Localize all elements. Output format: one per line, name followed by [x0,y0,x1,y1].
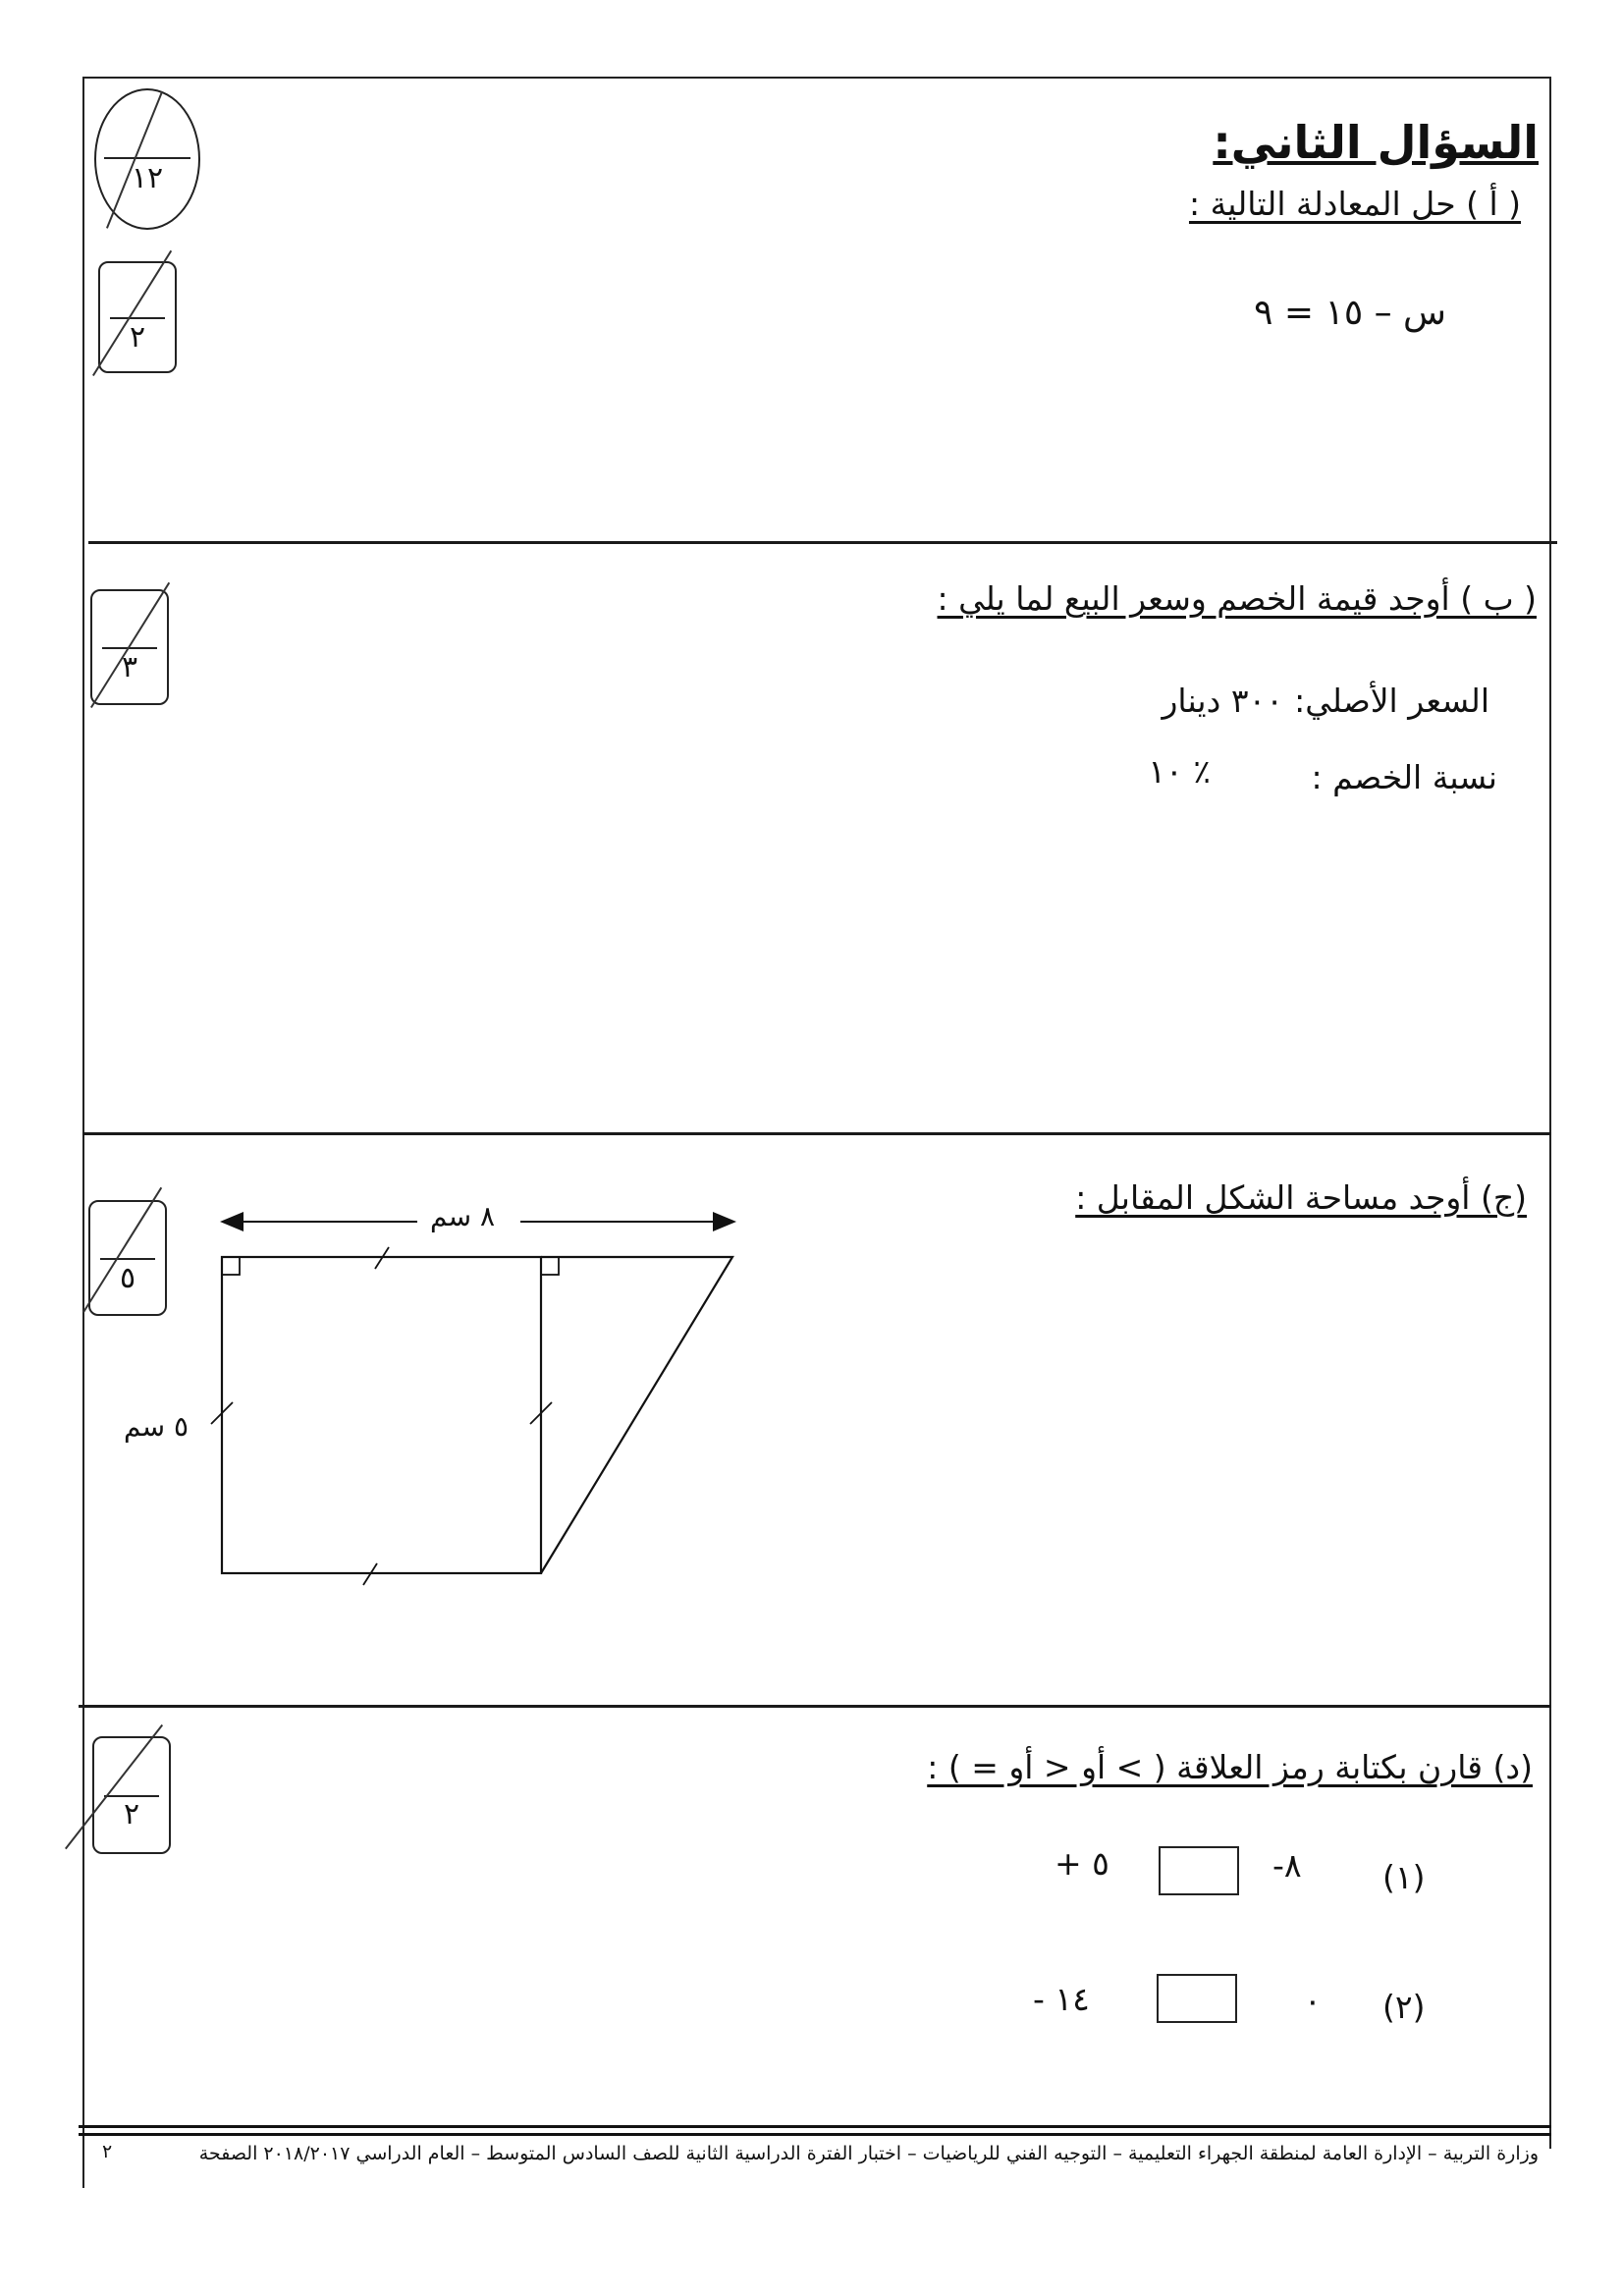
part-d-score: ٢ [123,1797,140,1831]
top-length-label: ٨ سم [430,1200,496,1232]
compare-item-1-number: (١) [1382,1858,1426,1896]
square-shape [222,1257,541,1573]
part-a-score: ٢ [129,320,146,355]
compare-item-2-number: (٢) [1382,1988,1426,2026]
right-angle-mark-right [541,1257,559,1275]
section-divider-1 [88,541,1557,544]
part-b-score: ٣ [121,650,138,684]
total-score-value: ١٢ [131,161,164,195]
price-label: السعر الأصلي: [1294,682,1489,720]
footer-text: وزارة التربية – الإدارة العامة لمنطقة الجهراء التعليمية – التوجيه الفني للرياضيات – اختبار الفترة الدراسية الثانية للصف السادس المتوسط – العام الدراسي ٢٠١٨/٢٠١٧ الصفحة [198,2143,1539,2164]
part-a-equation: س – ١٥ = ٩ [1254,293,1446,333]
price-value: ٣٠٠ دينار [1162,682,1283,720]
discount-value: ١٠ ٪ [1148,752,1211,791]
page-frame-top [82,77,1551,79]
compare-item-1-answer-box[interactable] [1159,1846,1239,1895]
part-d-heading: (د) قارن بكتابة رمز العلاقة ( > أو < أو = ) : [927,1748,1533,1786]
compare-item-2-answer-box[interactable] [1157,1974,1237,2023]
footer-rule-1 [79,2125,1551,2128]
compare-item-2-right: - ١٤ [1033,1980,1090,2018]
question-title: السؤال الثاني: [1213,116,1539,169]
page-frame-right [1549,77,1551,2149]
footer-rule-2 [79,2133,1551,2136]
part-b-heading: ( ب ) أوجد قيمة الخصم وسعر البيع لما يلي : [937,579,1537,618]
section-divider-2 [82,1132,1551,1135]
compare-item-1-right: + ٥ [1055,1844,1109,1883]
part-c-heading: (ج) أوجد مساحة الشكل المقابل : [1075,1178,1527,1217]
area-figure [206,1194,756,1587]
part-a-score-box [98,261,177,373]
part-c-score-box [88,1200,167,1316]
total-score-circle [94,88,200,230]
side-length-label: ٥ سم [124,1410,189,1443]
section-divider-3 [79,1705,1551,1708]
part-c-score: ٥ [119,1261,136,1295]
part-a-heading: ( أ ) حل المعادلة التالية : [1188,185,1521,223]
discount-label: نسبة الخصم : [1311,758,1497,796]
footer-page-number: ٢ [102,2141,113,2162]
part-b-score-box [90,589,169,705]
part-d-score-box [92,1736,171,1854]
compare-item-1-left: -٨ [1272,1846,1302,1885]
triangle-shape [541,1257,732,1573]
right-angle-mark-left [222,1257,240,1275]
compare-item-2-left: ٠ [1304,1982,1322,2020]
